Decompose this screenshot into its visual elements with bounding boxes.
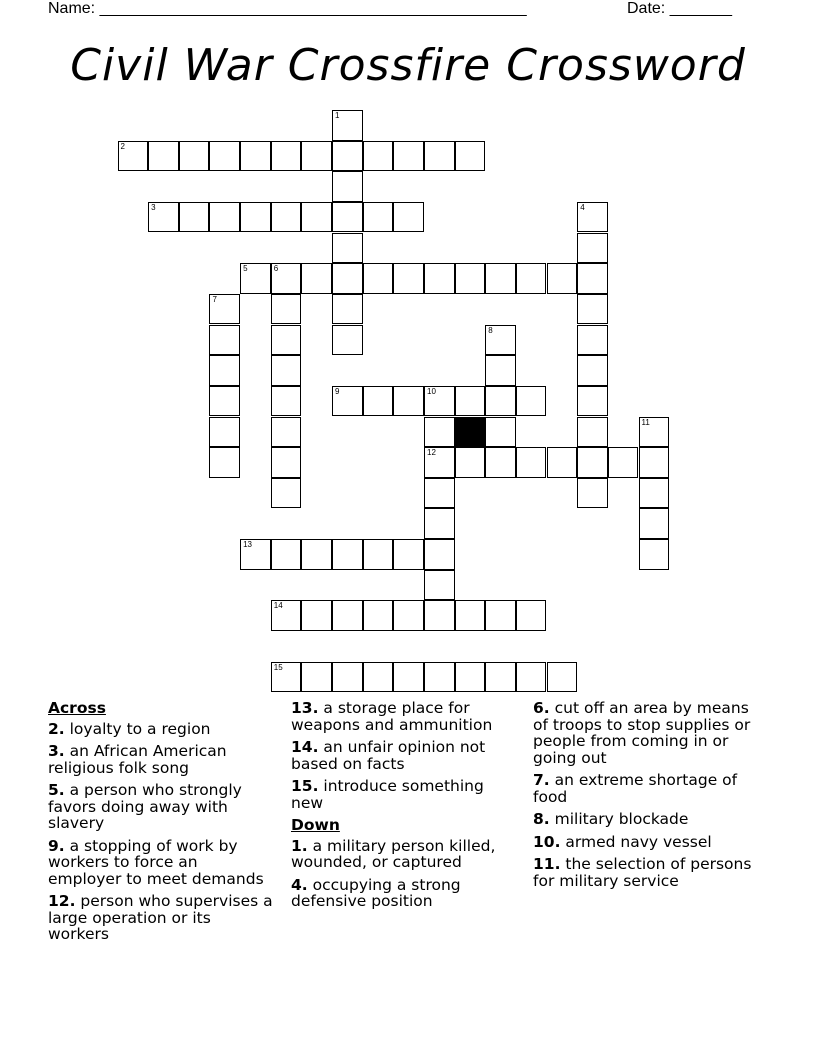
grid-cell[interactable] — [332, 600, 363, 631]
grid-cell[interactable] — [639, 478, 670, 509]
grid-cell[interactable] — [209, 386, 240, 417]
grid-cell[interactable] — [332, 325, 363, 356]
grid-cell[interactable] — [639, 508, 670, 539]
grid-cell[interactable] — [485, 447, 516, 478]
grid-cell[interactable] — [363, 263, 394, 294]
grid-cell[interactable] — [332, 386, 363, 417]
grid-cell[interactable] — [393, 662, 424, 693]
grid-cell[interactable] — [455, 141, 486, 172]
down-clue-11: 11. the selection of persons for military service — [533, 855, 752, 890]
grid-cell[interactable] — [577, 233, 608, 264]
down-clue-10: 10. armed navy vessel — [533, 832, 712, 851]
grid-cell[interactable] — [271, 294, 302, 325]
grid-cell[interactable] — [179, 202, 210, 233]
grid-cell[interactable] — [301, 662, 332, 693]
grid-cell[interactable] — [455, 263, 486, 294]
down-clue-7: 7. an extreme shortage of food — [533, 771, 738, 806]
across-clue-5: 5. a person who strongly favors doing away with slavery — [48, 781, 242, 832]
grid-cell[interactable] — [148, 141, 179, 172]
clue-number: 10 — [427, 386, 436, 396]
grid-cell[interactable] — [516, 386, 547, 417]
grid-cell[interactable] — [332, 233, 363, 264]
grid-cell[interactable] — [271, 600, 302, 631]
grid-cell[interactable] — [393, 202, 424, 233]
grid-cell[interactable] — [608, 447, 639, 478]
grid-cell[interactable] — [271, 539, 302, 570]
down-clue-6: 6. cut off an area by means of troops to stop supplies or people from coming in or going out — [533, 699, 751, 767]
grid-cell[interactable] — [118, 141, 149, 172]
grid-cell[interactable] — [424, 539, 455, 570]
grid-cell[interactable] — [301, 263, 332, 294]
grid-cell[interactable] — [363, 141, 394, 172]
across-clue-2: 2. loyalty to a region — [48, 719, 211, 738]
grid-cell[interactable] — [209, 417, 240, 448]
clue-number: 1 — [335, 111, 340, 120]
grid-cell[interactable] — [271, 141, 302, 172]
clues-column-3 — [533, 700, 768, 895]
grid-cell[interactable] — [455, 600, 486, 631]
grid-cell[interactable] — [639, 447, 670, 478]
grid-cell[interactable] — [485, 263, 516, 294]
grid-cell[interactable] — [639, 417, 670, 448]
grid-cell[interactable] — [363, 662, 394, 693]
clue-number: 5 — [243, 264, 248, 274]
grid-cell[interactable] — [271, 263, 302, 294]
clue-number: 3 — [151, 202, 156, 212]
grid-cell[interactable] — [332, 110, 363, 141]
grid-cell[interactable] — [455, 386, 486, 417]
grid-cell[interactable] — [393, 386, 424, 417]
grid-cell[interactable] — [516, 447, 547, 478]
grid-cell[interactable] — [209, 355, 240, 386]
across-clue-3: 3. an African American religious folk song — [48, 742, 227, 777]
grid-cell[interactable] — [271, 386, 302, 417]
grid-cell[interactable] — [577, 202, 608, 233]
grid-cell[interactable] — [240, 141, 271, 172]
clue-number: 13 — [243, 540, 252, 550]
grid-cell[interactable] — [455, 447, 486, 478]
grid-cell[interactable] — [424, 478, 455, 509]
clue-number: 11 — [641, 417, 650, 427]
grid-cell[interactable] — [209, 141, 240, 172]
grid-cell[interactable] — [516, 600, 547, 631]
grid-cell[interactable] — [485, 386, 516, 417]
grid-cell[interactable] — [424, 447, 455, 478]
grid-cell[interactable] — [271, 478, 302, 509]
clue-number: 7 — [212, 294, 217, 304]
grid-cell[interactable] — [577, 355, 608, 386]
grid-cell[interactable] — [424, 417, 455, 448]
clue-number: 2 — [120, 141, 125, 151]
grid-cell[interactable] — [547, 662, 578, 693]
grid-cell[interactable] — [393, 263, 424, 294]
grid-cell[interactable] — [485, 417, 516, 448]
grid-cell[interactable] — [271, 355, 302, 386]
grid-cell[interactable] — [485, 662, 516, 693]
grid-cell[interactable] — [332, 202, 363, 233]
down-clue-4: 4. occupying a strong defensive position — [291, 875, 461, 910]
grid-cell[interactable] — [547, 447, 578, 478]
across-clue-9: 9. a stopping of work by workers to force an employer to meet demands — [48, 836, 264, 888]
name-line: Name: ________________________________________________ — [48, 0, 527, 17]
grid-cell[interactable] — [424, 570, 455, 601]
grid-cell[interactable] — [455, 662, 486, 693]
grid-cell[interactable] — [577, 417, 608, 448]
grid-cell[interactable] — [209, 202, 240, 233]
grid-cell[interactable] — [363, 386, 394, 417]
grid-cell[interactable] — [393, 141, 424, 172]
grid-cell[interactable] — [424, 600, 455, 631]
across-clue-12: 12. person who supervises a large operation or its workers — [48, 892, 273, 943]
grid-cell[interactable] — [485, 325, 516, 356]
grid-cell[interactable] — [363, 539, 394, 570]
grid-cell[interactable] — [363, 600, 394, 631]
grid-cell[interactable] — [332, 539, 363, 570]
grid-cell[interactable] — [516, 662, 547, 693]
grid-cell[interactable] — [271, 202, 302, 233]
grid-cell[interactable] — [516, 263, 547, 294]
grid-cell[interactable] — [301, 539, 332, 570]
clue-number: 9 — [335, 386, 340, 396]
grid-cell[interactable] — [179, 141, 210, 172]
clue-number: 14 — [273, 601, 283, 611]
clue-number: 4 — [580, 202, 585, 212]
grid-cell[interactable] — [577, 478, 608, 509]
grid-cell[interactable] — [332, 662, 363, 693]
grid-cell[interactable] — [577, 294, 608, 325]
clue-number: 6 — [273, 264, 279, 274]
grid-cell[interactable] — [332, 141, 363, 172]
grid-cell[interactable] — [240, 263, 271, 294]
grid-cell[interactable] — [577, 447, 608, 478]
grid-cell[interactable] — [577, 325, 608, 356]
across-heading: Across — [48, 699, 106, 717]
grid-cell[interactable] — [209, 447, 240, 478]
across-clue-13: 13. a storage place for weapons and ammunition — [291, 699, 493, 734]
grid-cell[interactable] — [301, 600, 332, 631]
clues-column-1 — [48, 700, 273, 949]
grid-cell[interactable] — [547, 263, 578, 294]
grid-cell[interactable] — [271, 447, 302, 478]
grid-cell[interactable] — [271, 325, 302, 356]
grid-cell[interactable] — [577, 386, 608, 417]
across-clue-14: 14. an unfair opinion not based on facts — [291, 738, 486, 773]
page-title: Civil War Crossfire Crossword — [70, 40, 746, 91]
grid-cell[interactable] — [332, 171, 363, 202]
grid-cell[interactable] — [271, 417, 302, 448]
grid-cell[interactable] — [332, 294, 363, 325]
grid-cell[interactable] — [577, 263, 608, 294]
grid-cell[interactable] — [424, 263, 455, 294]
grid-cell[interactable] — [301, 141, 332, 172]
grid-cell[interactable] — [240, 202, 271, 233]
clue-number: 15 — [273, 662, 283, 672]
grid-cell[interactable] — [485, 355, 516, 386]
grid-cell[interactable] — [301, 202, 332, 233]
grid-cell[interactable] — [240, 539, 271, 570]
grid-cell[interactable] — [363, 202, 394, 233]
grid-cell[interactable] — [424, 141, 455, 172]
clues-column-2 — [291, 700, 516, 916]
down-clue-1: 1. a military person killed, wounded, or captured — [291, 836, 496, 871]
grid-cell[interactable] — [485, 600, 516, 631]
grid-cell[interactable] — [424, 662, 455, 693]
clue-number: 12 — [427, 448, 436, 458]
grid-cell[interactable] — [209, 325, 240, 356]
grid-cell[interactable] — [424, 386, 455, 417]
grid-cell[interactable] — [424, 508, 455, 539]
grid-cell[interactable] — [393, 539, 424, 570]
date-line: Date: _______ — [627, 0, 732, 17]
down-heading: Down — [291, 816, 340, 834]
grid-cell[interactable] — [148, 202, 179, 233]
grid-cell[interactable] — [209, 294, 240, 325]
black-square — [455, 417, 486, 448]
grid-cell[interactable] — [639, 539, 670, 570]
down-clue-8: 8. military blockade — [533, 810, 689, 828]
grid-cell[interactable] — [332, 263, 363, 294]
clue-number: 8 — [488, 325, 493, 335]
grid-cell[interactable] — [271, 662, 302, 693]
grid-cell[interactable] — [393, 600, 424, 631]
across-clue-15: 15. introduce something new — [291, 777, 484, 812]
